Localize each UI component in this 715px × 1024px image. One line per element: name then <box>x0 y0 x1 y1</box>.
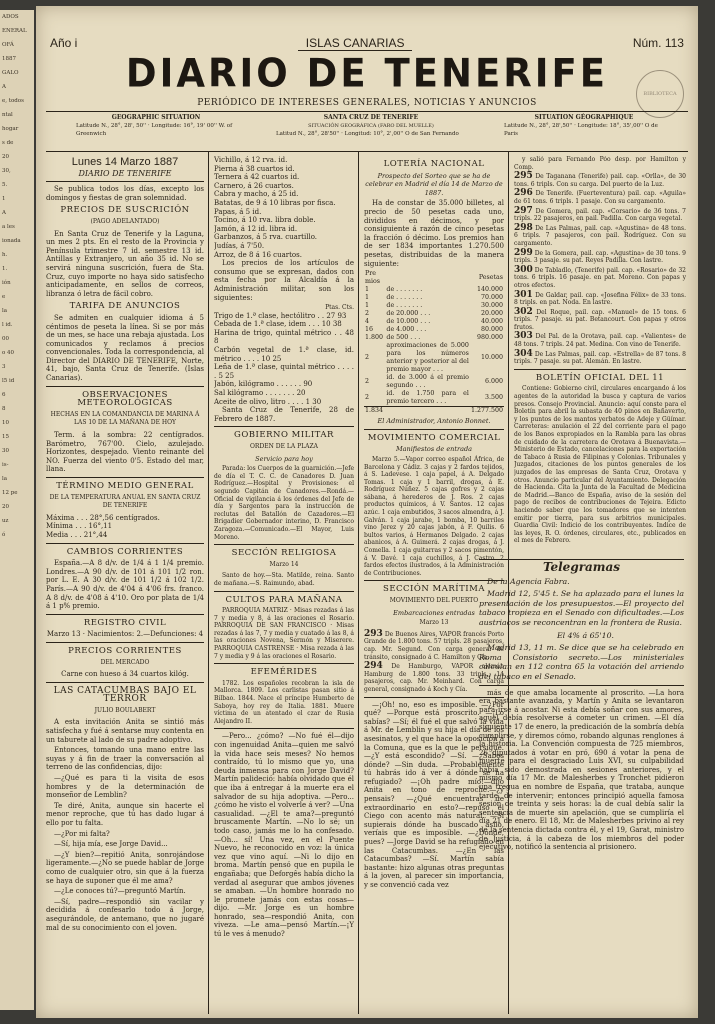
military-note: Servicio para hoy <box>255 454 313 463</box>
ship-number: 300 <box>514 264 533 275</box>
ship-text: De Las Palmas, pail. cap. «Agustina» de 48 tons. 6 tripls. 7 pasajeros, con pail. Rodríguez. Con su cargamento. <box>514 224 686 247</box>
geo-center <box>276 114 466 138</box>
ship-number: 302 <box>514 306 533 317</box>
weather-heading: OBSERVACIONES METEOROLÓGICAS <box>77 389 173 409</box>
ship-text: De Hamburgo, VAPOR alemán Hamburg de 1.800 tons. 33 tripls., 14 pasajeros, cap. Mr. Meinhard. Con carga general, consignado á Koch y Cía. <box>364 663 504 693</box>
ship-number: 303 <box>514 331 533 342</box>
previous-page-text: 5. <box>2 182 8 188</box>
ship-number: 297 <box>514 205 533 216</box>
ship-number: 294 <box>364 661 383 672</box>
market-prices-head: Ptas. Cts. <box>325 304 354 312</box>
previous-page-text: is- <box>2 462 9 468</box>
market-price-item: Cebada de 1.ª clase, idem . . . 10 38 <box>214 320 342 329</box>
previous-page-text: hogar <box>2 126 19 132</box>
issue-date: Lunes 14 Marzo 1887 <box>71 156 179 168</box>
column-1 <box>46 156 204 1012</box>
story-continuation: —¡Oh! no, eso es imposible. —¿Por qué? —Porque está proscrito. —¡Lo sabías? —Sí; él fué el que salvó la vida á Mr. de Lemblin y su hija el día de los asesinatos, y el que hace la oposición á la Comuna, que es la que le persigue. —¿Y está escondido? —Sí. —¿Sabes dónde? —Sin duda. —Probablemente tú habrás ido á ver á dónde se ha refugiado? —¡Oh padre mío!—dijo Anita en tono de reproche.—¿y pensais? —¿Qué encuentras de extraordinario en esto?—repuso el Ciego con acento más natural. —Si supierais dónde ha buscado asilo, veríais que es imposible. —¿Dónde, pues? —Jorge David se ha refugiado en las Catacumbas. —¿En las Catacumbas? —Sí. Martín sabía bastante: hizo algunas otras preguntas á la joven, al parecer sin importancia, y se convenció cada vez <box>364 700 504 889</box>
ship-entry <box>514 264 686 290</box>
story-paragraph: Entonces, tomando una mano entre las suyas y á fin de traer la conversación al terreno de las confidencias, dijo: <box>46 746 204 772</box>
ship-text: De Gomera, pail. cap. «Corsario» de 36 tons. 7 tripls. 22 pasajeros, en pail. Padilla. Con carga vegetal. <box>514 207 686 223</box>
exchange-heading: CAMBIOS CORRIENTES <box>66 546 184 557</box>
market-item: Ternera á 42 cuartos id. <box>214 173 300 182</box>
lottery-cell: de . . . . . . . <box>386 286 423 294</box>
market-price-item: Aceite de olivo, litro . . . . 1 30 <box>214 397 322 406</box>
religious-date: Marzo 14 <box>269 560 299 568</box>
column-divider-1 <box>208 152 209 1014</box>
lottery-row <box>364 294 504 302</box>
worship-text: PARROQUIA MATRIZ · Misas rezadas á las 7 y media y 8, á las oraciones el Rosario. PARROQUIA DE SAN FRANCISCO · Misas rezadas á las 7, 7 y media y cuatado á las 8, á las oraciones Novena, Sermón y Miserere. PARROQUIA CASTRENSE · Misa rezada á las 7 y media y 9 á las oraciones el Rosario. <box>214 607 354 660</box>
lottery-cell: 40.000 <box>480 318 503 326</box>
ads-heading: TARIFA DE ANUNCIOS <box>69 301 181 312</box>
story-paragraph: Te diré, Anita, aunque sin hacerte el menor reproche, que tú has dado lugar á ello por tu falta. <box>46 801 204 827</box>
geo-center-title: SANTA CRUZ DE TENERIFE <box>323 114 419 121</box>
story-paragraph: —Sí, hija mía, ese Jorge David... <box>54 840 168 849</box>
ship-number: 298 <box>514 222 533 233</box>
ship-text: De Taganana (Tenerife) pail. cap. «Orlla», de 30 tons. 6 tripls. Con su carga. Del puerto de la Luz. <box>514 173 686 188</box>
lottery-row <box>364 286 504 294</box>
ship-text: De Buenos Aires, VAPOR francés Porto Grande de 1.800 tons. 57 tripls. 28 pasajeros, cap. Mr. Segund. Con carga general de tránsito, consignado á C. Hamilton y Cía. <box>364 630 504 661</box>
ship-text: Del Pal. de la Orotava, pail. cap. «Valientes» de 48 tons. 7 tripls. 24 pat. Medina. Con vino de Tenerife. <box>514 333 686 349</box>
temperature-max: Máxima . . . 28°,56 centígrados. <box>46 513 160 522</box>
lottery-row <box>364 318 504 326</box>
lottery-cell: 140.000 <box>476 286 503 294</box>
military-text: Parada: los Cuerpos de la guarnición.—Jefe de día el T. C. C. de Canadores D. Juan Rodríguez.—Hospital y Provisiones: el segundo Capitán de Canadores.—Rondá.—Oficial de vigilancia á los órdenes del Jefe de día y Sargentos para la instrucción de reclutas del Batallón de Cazadores.—El Brigadier Gobernador interino, D. Francisco Zaragoza.—Comunicado.—El Mayor, Luis Moreno. <box>214 465 354 541</box>
lottery-cell: de . . . . . . . <box>386 294 423 302</box>
market-prices-sign: Santa Cruz de Tenerife, 28 de Febrero de 1887. <box>214 406 354 423</box>
previous-page-text: 3 <box>2 364 6 370</box>
header-rule-top <box>46 111 688 112</box>
story-paragraph: —Sí, padre—respondió sin vacilar y decidida á confesarlo todo á Jorge, asegurándole, de antemano, que no jugaré mal de su conocimiento con el joven. <box>46 897 204 932</box>
geo-left-text: Latitude N., 28°, 28', 50'' · Longitude: 16°, 19' 00'' W. of Greenwich <box>76 123 233 137</box>
previous-page-text: s de <box>2 140 14 146</box>
ship-text: De Galdar, pail. cap. «Josefina Félix» de 33 tons. 8 tripls. en pat. Noda. En lastre. <box>514 291 686 307</box>
ship-text: De Tenerife. (Fuerteventura) pail. cap. «Aguila» de 61 tons. 6 tripls. 1 pasaje. Con su cargamento. <box>514 190 686 205</box>
story-paragraph: —¿Y bien?—repitió Anita, sonrojándose ligeramente.—¿No se puede hablar de Jorge como de cualquier otro, sin que á la fuerza se haya de suponer que él me ama? <box>46 850 204 885</box>
lottery-cell: 2 <box>365 394 370 402</box>
subscription-note: (PAGO ADELANTADO) <box>90 217 160 225</box>
lottery-row <box>364 390 504 407</box>
lottery-cell: aproximaciones de 5.000 para los números anterior y posterior al del premio mayor . . . <box>386 342 469 374</box>
previous-page-text: 6 <box>2 392 6 398</box>
temperature-min: Mínima . . . 16°,11 <box>46 522 113 531</box>
geo-right <box>504 114 664 138</box>
previous-page-text: 8 <box>2 406 6 412</box>
ship-entry <box>514 289 686 307</box>
paper-name: DIARIO DE TENERIFE <box>78 168 172 178</box>
market-price-item: Sal kilógramo . . . . . . . 20 <box>214 389 306 398</box>
lottery-head-cell: Pesetas <box>478 274 503 282</box>
story-author: JULIO BOULABERT <box>94 706 156 714</box>
lottery-cell: id. de 1.750 para el premio tercero . . . <box>386 390 469 406</box>
lottery-total-cell <box>385 407 470 416</box>
ads-text: Se admiten en cualquier idioma á 5 céntimos de peseta la línea. Si se por más de un mes, se hace una rebaja ajustada. Los comunicados y reclamos á precios convencionales. Toda la correspondencia, al Director del DIARIO DE TENERIFE, Norte, 41, bajo, Santa Cruz de Tenerife. (Islas Canarias). <box>46 313 204 383</box>
temperature-mean: Media . . . 21°,44 <box>46 530 108 539</box>
geo-left <box>76 114 236 138</box>
market-item: Carnero, á 26 cuartos. <box>214 181 294 190</box>
market-item: Tocino, á 10 rva. libra doble. <box>214 216 316 225</box>
maritime-sub: MOVIMIENTO DEL PUERTO <box>389 597 479 604</box>
ship-top-text: y salió para Fernando Póo desp. por Hamilton y Comp. <box>514 156 686 171</box>
previous-page-text: ión <box>2 280 11 286</box>
worship-heading: CULTOS PARA MAÑANA <box>225 594 343 605</box>
maritime-date: Marzo 13 <box>419 619 449 627</box>
market-price-item: Jabón, kilógramo . . . . . . 90 <box>214 380 313 389</box>
telegrams-source: De la Agencia Fabra. <box>487 576 570 586</box>
ship-text: De Las Palmas, pail. cap. «Estrella» de 87 tons. 8 tripls. 7 pasaje. su pat. Alemán. En lastre. <box>514 350 686 366</box>
previous-page-text: 20 <box>2 154 9 160</box>
market-price-item: Harina de trigo, quintal métrico . . 48 8 <box>214 328 354 346</box>
previous-page-text: h. <box>2 252 8 258</box>
market-item: Judías, á 7'50. <box>214 241 265 250</box>
previous-page-text: la <box>2 308 8 314</box>
lottery-cell: 20.000 <box>480 310 503 318</box>
market-list <box>214 156 354 259</box>
lottery-cell: de 4.000 . . . <box>386 326 427 334</box>
market-price-item: Carbón vegetal de 1.ª clase, id. métrico . . . . 10 25 <box>214 346 354 363</box>
lottery-cell: 70.000 <box>480 294 503 302</box>
story-paragraph: A esta invitación Anita se sintió más satisfecha y fué á sentarse muy contenta en un taburete al lado de su padre adoptivo. <box>46 718 204 744</box>
story-continuation: —Pero... ¿cómo? —No fué él—dijo con ingenuidad Anita—quien me salvó la vida hace seis meses? No hemos contraído, tú lo mismo que yo, una deuda inmensa para con Jorge David? Martín palideció: había olvidado que él que iba á entregar á la muerte era el salvador de su hija adoptiva. —Pero... ¿cómo he visto el volverle á ver? —Una casualidad. —¿El te ama?—preguntó bruscamente Martín. —No lo sé; un todo caso, jamás me lo ha confesado. —Oh... sí! Una vez, en el Puente Nuevo, he reconocido en voz: la única vez que vino aquí. —Ni lo dijo en broma. Martín pensó que en pupila le engañaba; que Deforgês había dicho la verdad al asegurar que ambos jóvenes se amaban. —Un hombre honrado no le promete jamás con estas cosas—dijo. —Mr. Jorge es un hombre honrado, sea—respondió Anita, con viveza. —Le ama—pensó Martín.—¡Y tú le ves á menudo? <box>214 732 354 939</box>
previous-page-text: e, todos <box>2 98 24 104</box>
lottery-cell: de 500 . . . <box>386 334 421 342</box>
geo-center-text: Latitud N., 28°, 28'50'' · Longitud: 10°, 2',00'' O de San Fernando <box>276 131 459 137</box>
telegram-item: Madrid 12, 5'45 t. Se ha aplazado para el lunes la presentación de los presupuestos.—El proyecto del tabaco tropieza en el Senado con dificultades.—Los austriacos se reconcentran en la frontera de Rusia. <box>479 589 684 627</box>
lottery-cell: 80.000 <box>480 326 503 334</box>
ephemerides-text: 1782. Los españoles recobran la isla de Mallorca. 1809. Los carlistas pasan sitio á Bilbao. 1844. Nace el príncipe Humberto de Saboya, hoy rey de Italia. 1881. Muere víctima de un atentado el czar de Rusia Alejandro II. <box>214 679 354 725</box>
ship-number: 296 <box>514 188 533 199</box>
military-sub: ORDEN DE LA PLAZA <box>250 443 318 450</box>
story-paragraph: —¿Le conoces tú?—preguntó Martín. <box>54 887 186 896</box>
previous-page-text: GALO <box>2 70 19 76</box>
market-item: Garbanzos, á 5 rva. cuartillo. <box>214 233 318 242</box>
lottery-cell: id. de 3.000 á el premio segundo . . . <box>386 374 469 390</box>
maritime-heading: SECCIÓN MARÍTIMA <box>383 584 485 595</box>
story-paragraph: —¿Por mi falta? <box>54 829 110 838</box>
previous-page-text: 00 <box>2 336 9 342</box>
ship-entry <box>514 247 686 265</box>
column-2 <box>214 156 354 1012</box>
lottery-cell: 1.800 <box>365 334 384 342</box>
stamp-text: BIBLIOTECA <box>643 91 677 97</box>
market-item: Pierna á 38 cuartos id. <box>214 164 295 173</box>
lottery-total-cell: 1.834 <box>365 407 384 415</box>
lottery-heading: LOTERÍA NACIONAL <box>383 159 485 169</box>
civil-registry-heading: REGISTRO CIVIL <box>83 617 167 628</box>
exchange-text: España.—A 8 d/v. de 1/4 á 1 1/4 premio. Londres.—A 90 d/v. de 101 á 101 1/2 ron. por L. E. A 30 d/v. de 101 1/2 á 102 1/2. París.—A 90 d/v. de 4'04 á 4'06 frs. franco. A 8 d/v. de 4'08 á 4'10. Oro por plata de 1/4 á 1 p% premio. <box>46 559 204 611</box>
lottery-cell: de 10.000 . . . <box>386 318 431 326</box>
lottery-cell: 6.000 <box>484 378 503 386</box>
previous-page-text: 30, <box>2 168 11 174</box>
ship-number: 301 <box>514 289 533 300</box>
previous-page-text: 30 <box>2 448 9 454</box>
year-label: Año i <box>50 36 78 50</box>
region-label: ISLAS CANARIAS <box>298 36 413 51</box>
ship-text: De la Gomera, pail. cap. «Agustina» de 30 tons. 9 tripls. 3 pasaje. su pat. Reyes Padilla. Con lastre. <box>514 249 686 265</box>
bulletin-heading: BOLETÍN OFICIAL DEL 11 <box>535 372 665 383</box>
previous-page-text: 12 pe <box>2 490 18 496</box>
previous-page-text: a les <box>2 224 15 230</box>
story-title: LAS CATACUMBAS BAJO EL TERROR <box>53 685 197 705</box>
previous-page-text: ó <box>2 532 6 538</box>
lottery-cell: 2 <box>365 310 370 318</box>
religious-text: Santo de hoy.—Sta. Matilde, reina. Santo de mañana.—S. Raimundo, abad. <box>214 572 354 587</box>
previous-page-text: 1 <box>2 196 6 202</box>
previous-page-edge <box>0 10 34 1010</box>
lottery-cell: 2 <box>365 378 370 386</box>
lottery-row <box>364 334 504 342</box>
commercial-text: Marzo 5.—Vapor correo español África, de Barcelona y Cádiz. 3 cajas y 2 fardos tejidos, á S. Ladevese. 1 caja papel, á A. Delgado Tomas. 1 caja y 1 barril, drogas, á E. Rodríguez Núñez. 5 cajas gofres y 2 cajas sábana, á herederos de J. Ros. 2 cajas productos químicos, á V. Santos. 12 cajas azúc. 1 caja embutidos, 3 sacos almendra, á J. Galván. 1 caja jarabe, 1 bomba, 10 barriles vino Jerez y 20 cajas jabón, á F. Quilis. 6 bultos varios, á Hermanos Delgado. 2 cajas abanicos, á A. Guimerá. 2 cajas drogas, á J. Comella. 1 caja guitarras y 2 sacos pimentón, á V. Davé. 1 caja cuchillos, á J. Castro. 2 fardos efectos ilustrados, á la Administración de Contribuciones. <box>364 455 504 577</box>
previous-page-text: uz <box>2 518 9 524</box>
commercial-heading: MOVIMIENTO COMERCIAL <box>367 432 501 443</box>
market-heading: PRECIOS CORRIENTES <box>68 645 182 656</box>
lottery-row <box>364 342 504 374</box>
telegram-item: Madrid 13, 11 m. Se dice que se ha celebrado en Roma Consistorio secreto.—Los ministeriales calculan en 112 contra 65 la votación del arriendo del tabaco en el Senado. <box>479 643 684 681</box>
military-heading: GOBIERNO MILITAR <box>234 430 334 441</box>
previous-page-text: ionada <box>2 238 21 244</box>
ship-entry <box>514 222 686 248</box>
market-note: DEL MERCADO <box>100 658 150 666</box>
religious-heading: SECCIÓN RELIGIOSA <box>231 548 337 559</box>
previous-page-text: A <box>2 84 6 90</box>
weather-note: HECHAS EN LA COMANDANCIA DE MARINA Á LAS 10 DE LA MAÑANA DE HOY <box>50 410 200 427</box>
geo-center-sub: SITUACIÓN GEOGRÁFICA (FARO DEL MUELLE) <box>308 123 434 129</box>
lottery-cell: 1 <box>365 286 370 294</box>
story-continuation: más de que amaba locamente al proscrito. —La hora era bastante avanzada, y Martín y Anita se levantaron para irse á acostar. Ni esta debía soñar con sus amores, aquel debía resolverse á cometer un crimen. —El día siguiente 17 de enero, la predicación de la sombría debía cumplirse, y diremos cómo, robando algunas renglones á la historia. La Convención compuesta de 725 miembros, 26 diputados á votar en pró, 690 á votar la pena de muerte para el desgraciado Luis XVI, su culpabilidad había sido demostrada en sesiones anteriores, y el mismo día 17 Mr. de Malesherbes y Tronchet pidieron una tregua en nombre de España, que trataba, aunque tarde, de intervenir; entonces principió aquella famosa sesión de treinta y seis horas: la de cual debía salir la sentencia de muerte sin apelación, que se cumpliría el día 21 de enero. El 18, Mr. de Malesherbes privino al rey de la sentencia dictada contra él, y el 19, Garat, ministro de Justicia, á la cabeza de los miembros del poder ejecutivo, notificó la sentencia al prisionero. <box>479 688 684 852</box>
previous-page-text: 20 <box>2 504 9 510</box>
ship-number: 299 <box>514 247 533 258</box>
market-item: Papas, á 5 id. <box>214 207 262 216</box>
temperature-heading: TÉRMINO MEDIO GENERAL <box>56 481 194 491</box>
ship-number: 304 <box>514 348 533 359</box>
column-4 <box>514 156 686 556</box>
previous-page-text: ENERAL <box>2 28 27 34</box>
commercial-sub: Manifiestos de entrada <box>396 445 472 454</box>
market-item: Cabra y macho, á 25 id. <box>214 190 299 199</box>
geo-right-title: SITUATION GÉOGRAPHIQUE <box>534 114 634 121</box>
lottery-cell: de 20.000 . . . <box>386 310 431 318</box>
ship-entry <box>514 190 686 205</box>
market-text: Carne con hueso á 34 cuartos kilóg. <box>61 670 189 679</box>
lottery-cell: 30.000 <box>480 302 503 310</box>
previous-page-text: OFÁ <box>2 42 14 48</box>
lottery-cell: de . . . . . . . <box>386 302 423 310</box>
previous-page-text: ADOS <box>2 14 19 20</box>
ship-entry <box>514 333 686 348</box>
previous-page-text: l id. <box>2 322 13 328</box>
issue-number: Núm. 113 <box>632 36 684 50</box>
masthead-subtitle: PERIÓDICO DE INTERESES GENERALES, NOTICIAS Y ANUNCIOS <box>197 98 537 108</box>
story-paragraph: —¿Qué es para ti la visita de esos hombres y de la determinación de monseñor de Lemblin? <box>46 774 204 800</box>
geo-right-text: Latitude N., 28°, 28',50'' · Longitude: 18°, 35',00'' O de Paris <box>504 123 658 137</box>
market-item: Arroz, de 8 á 16 cuartos. <box>214 250 302 259</box>
lottery-table <box>364 270 504 415</box>
lottery-cell: 980.000 <box>476 334 503 342</box>
telegrams-heading: Telegramas <box>542 560 621 574</box>
previous-page-text: ntal <box>2 112 13 118</box>
bulletin-text: Contiene: Gobierno civil, circulares encargando á los agentes de la autoridad la busca y captura de varios presos. Consejo Provincial. Anuncio: aquí conste para el Boletín para abril la subasta de 40 pinos en Bañaverto, y los puntos de los mantos yerbatos de Adeje y Güímar. Carreteras: anulación el 22 del corriente para el pago de los Banos expropiados en la Rambla para las obras de cuidado de la carretera de Orotava á Buenavista.—Ministerio de Estado, cancelaciones para la exportación de Tabaco á Rusia de Filipinas y Colonias. Tribunales y Juzgados, citaciones de los puntos generales de los juzgados de las empresas de Santa Cruz, Orotava y otros. Anuncio particular del Ayuntamiento. Delegación de Hacienda. Cita la Junta de la Facultad de Medicina de Madrid.—Banco de España, aviso de la sesión del pago de recibos de contribuciones de Tejeira. Edicto haciendo saber que los tomadores que se intenten emitir por tierra, para sus arbitrios municipales. Guardia Civil: Indicio de los contribuyentes. Indice de las leyes, R. O. órdenes, circulares, etc., publicados en el mes de Febrero. <box>514 385 686 545</box>
lottery-row <box>364 326 504 334</box>
ship-number: 295 <box>514 171 533 182</box>
temperature-note: DE LA TEMPERATURA ANUAL EN SANTA CRUZ DE TENERIFE <box>49 493 201 510</box>
market-item: Batatas, de 9 á 10 libras por fisca. <box>214 198 336 207</box>
market-price-item: Leña de 1.ª clase, quintal métrico . . . . . 5 25 <box>214 363 354 380</box>
lottery-total-cell: 1.277.500 <box>470 407 503 415</box>
lottery-row <box>364 310 504 318</box>
lottery-text: Ha de constar de 35.000 billetes, al precio de 50 pesetas cada uno, divididos en décimos, y por consiguiente á razón de cinco pesetas la fracción ó décimo. Los premios han de ser 1834 importantes 1.270.500 pesetas, distribuidas de la manera siguiente: <box>364 199 504 268</box>
lottery-head-cell <box>385 270 470 286</box>
ship-text: De Tabladlo, (Tenerife) pail. cap. «Rosario» de 32 tons. 6 tripls. 16 pasaje. en pat. Moreno. Con papas y otros efectos. <box>514 266 686 289</box>
subscription-text: En Santa Cruz de Tenerife y la Laguna, un mes 2 pts. En el resto de la Provincia y Península trimestre 7 id. semestre 13 id. Antillas y Extranjero, un año 35 id. No se servirá ninguna suscrición, fuera de Sta. Cruz, cuyo importe no haya sido satisfecho anticipadamente, en sellos de correos, libranza ó letra de fácil cobro. <box>46 229 204 298</box>
lottery-intro: Prospecto del Sorteo que se ha de celebrar en Madrid el día 14 de Marzo de 1887. <box>365 171 503 197</box>
market-item: Vichillo, á 12 rva. id. <box>214 156 288 164</box>
lottery-cell: 2 <box>365 354 370 362</box>
previous-page-text: A <box>2 210 6 216</box>
previous-page-text: o 40 <box>2 350 15 356</box>
masthead-title: DIARIO DE TENERIFE <box>125 50 609 97</box>
ship-entry <box>514 348 686 366</box>
ship-text: Del Roque, pail. cap. «Manuel» de 15 tons. 6 tripls. 7 pasaje. su pat. Betancourt. Con papas y otros frutos. <box>514 308 686 331</box>
lottery-row <box>364 302 504 310</box>
header-rule-bottom <box>46 151 688 152</box>
telegrams-box <box>479 559 684 855</box>
lottery-sign: El Administrador, Antonio Bonnet. <box>377 417 491 426</box>
column-divider-2 <box>358 152 359 1014</box>
market-prices-list <box>214 312 354 407</box>
lottery-cell: 16 <box>365 326 374 334</box>
top-line <box>50 36 684 51</box>
lottery-cell: 1 <box>365 294 370 302</box>
market-item: Jamón, á 12 id. libra id. <box>214 224 298 233</box>
ship-entry <box>514 205 686 223</box>
previous-page-text: 1887 <box>2 56 16 62</box>
previous-page-text: 15 <box>2 434 9 440</box>
maritime-note: Embarcaciones entradas <box>393 608 475 617</box>
previous-page-text: 10 <box>2 420 9 426</box>
lottery-cell: 10.000 <box>480 354 503 362</box>
ephemerides-heading: EFEMÉRIDES <box>250 667 318 678</box>
lottery-cell: 4 <box>365 318 370 326</box>
previous-page-text: 1. <box>2 266 8 272</box>
market-price-item: Trigo de 1.ª clase, hectólitro . . 27 93 <box>214 311 347 320</box>
previous-page-text: la <box>2 476 8 482</box>
publish-note: Se publica todos los días, excepto los domingos y fiestas de gran solemnidad. <box>46 185 204 202</box>
previous-page-text: e <box>2 294 6 300</box>
civil-registry-text: Marzo 13 · Nacimientos: 2.—Defunciones: 4 <box>46 630 204 639</box>
ship-entry <box>514 306 686 332</box>
newspaper-page <box>36 6 698 1018</box>
ship-list <box>514 173 686 366</box>
telegram-item: El 4% á 65'10. <box>556 630 615 640</box>
ship-entry <box>514 173 686 188</box>
lottery-cell: 1 <box>365 302 370 310</box>
previous-page-text: l5 id <box>2 378 15 384</box>
geo-left-title: GEOGRAPHIC SITUATION <box>111 114 201 121</box>
weather-text: Term. á la sombra: 22 centígrados. Barómetro, 767'00. Cielo, azulejado. Horizontes, despejado. Viento reinante del NO. Fuerza del viento 0'5. Estado del mar, llana. <box>46 431 204 474</box>
subscription-heading: PRECIOS DE SUSCRICIÓN <box>60 205 190 216</box>
lottery-head-cell: Pre mios <box>365 270 381 286</box>
lottery-cell: 3.500 <box>484 394 503 402</box>
lottery-row <box>364 374 504 390</box>
ship-number: 293 <box>364 628 383 639</box>
market-prices-note: Los precios de los artículos de consumo que se expresan, dados con esta fecha por la Alcaldía á la Administración militar, son los siguientes: <box>214 259 354 302</box>
